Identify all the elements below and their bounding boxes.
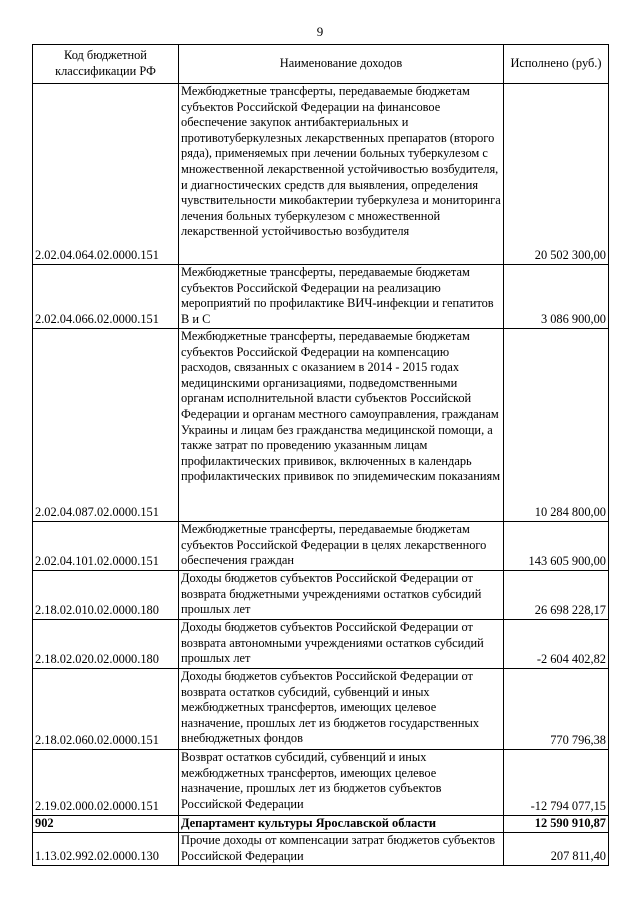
department-amount: 12 590 910,87 xyxy=(504,816,609,833)
row-code: 2.02.04.064.02.0000.151 xyxy=(33,84,179,265)
header-amount: Исполнено (руб.) xyxy=(504,45,609,84)
row-amount: 3 086 900,00 xyxy=(504,265,609,329)
row-code: 2.02.04.066.02.0000.151 xyxy=(33,265,179,329)
row-amount: 26 698 228,17 xyxy=(504,571,609,620)
row-code: 2.18.02.060.02.0000.151 xyxy=(33,669,179,750)
page-number: 9 xyxy=(316,24,324,39)
row-code: 2.02.04.101.02.0000.151 xyxy=(33,522,179,571)
row-name: Межбюджетные трансферты, передаваемые бюджетам субъектов Российской Федерации на реализацию мероприятий по профилактике ВИЧ-инфекции и гепатитов B и C xyxy=(179,265,504,329)
row-name: Прочие доходы от компенсации затрат бюджетов субъектов Российской Федерации xyxy=(179,833,504,866)
row-name: Доходы бюджетов субъектов Российской Федерации от возврата бюджетными учреждениями остатков субсидий прошлых лет xyxy=(179,571,504,620)
row-amount: 10 284 800,00 xyxy=(504,329,609,522)
row-amount: 20 502 300,00 xyxy=(504,84,609,265)
row-amount: 770 796,38 xyxy=(504,669,609,750)
row-amount: 143 605 900,00 xyxy=(504,522,609,571)
table-row xyxy=(33,522,609,571)
header-name: Наименование доходов xyxy=(179,45,504,84)
table-row xyxy=(33,265,609,329)
table-row xyxy=(33,84,609,265)
row-name: Межбюджетные трансферты, передаваемые бюджетам субъектов Российской Федерации в целях лекарственного обеспечения граждан xyxy=(179,522,504,571)
table-row xyxy=(33,833,609,866)
row-name: Межбюджетные трансферты, передаваемые бюджетам субъектов Российской Федерации на компенсацию расходов, связанных с оказанием в 2014 - 2015 годах медицинскими организациями, подведомственными органам исполнительной власти субъектов Российской Федерации и органам местного самоуправления, гражданам Украины и лицам без гражданства медицинской помощи, а также затрат по проведению указанным лицам профилактических прививок, включенных в календарь профилактических прививок по эпидемическим показаниям xyxy=(179,329,504,522)
row-name: Возврат остатков субсидий, субвенций и иных межбюджетных трансфертов, имеющих целевое назначение, прошлых лет из бюджетов субъектов Российской Федерации xyxy=(179,750,504,816)
row-amount: -2 604 402,82 xyxy=(504,620,609,669)
header-code: Код бюджетной классификации РФ xyxy=(33,45,179,84)
revenue-table xyxy=(32,44,609,866)
row-name: Межбюджетные трансферты, передаваемые бюджетам субъектов Российской Федерации на финансовое обеспечение закупок антибактериальных и противотуберкулезных лекарственных препаратов (второго ряда), применяемых при лечении больных туберкулезом с множественной лекарственной устойчивостью возбудителя, и диагностических средств для выявления, определения чувствительности микобактерии туберкулеза и мониторинга лечения больных туберкулезом с множественной лекарственной устойчивостью возбудителя xyxy=(179,84,504,265)
department-code: 902 xyxy=(33,816,179,833)
table-row xyxy=(33,669,609,750)
table-row xyxy=(33,329,609,522)
row-amount: 207 811,40 xyxy=(504,833,609,866)
table-row xyxy=(33,750,609,816)
table-row xyxy=(33,571,609,620)
row-amount: -12 794 077,15 xyxy=(504,750,609,816)
row-code: 2.18.02.010.02.0000.180 xyxy=(33,571,179,620)
department-row xyxy=(33,816,609,833)
row-name: Доходы бюджетов субъектов Российской Федерации от возврата автономными учреждениями остатков субсидий прошлых лет xyxy=(179,620,504,669)
row-code: 2.02.04.087.02.0000.151 xyxy=(33,329,179,522)
table-header-row xyxy=(33,45,609,84)
row-name: Доходы бюджетов субъектов Российской Федерации от возврата остатков субсидий, субвенций и иных межбюджетных трансфертов, имеющих целевое назначение, прошлых лет из бюджетов государственных внебюджетных фондов xyxy=(179,669,504,750)
row-code: 2.18.02.020.02.0000.180 xyxy=(33,620,179,669)
table-row xyxy=(33,620,609,669)
row-code: 2.19.02.000.02.0000.151 xyxy=(33,750,179,816)
department-name: Департамент культуры Ярославской области xyxy=(179,816,504,833)
row-code: 1.13.02.992.02.0000.130 xyxy=(33,833,179,866)
